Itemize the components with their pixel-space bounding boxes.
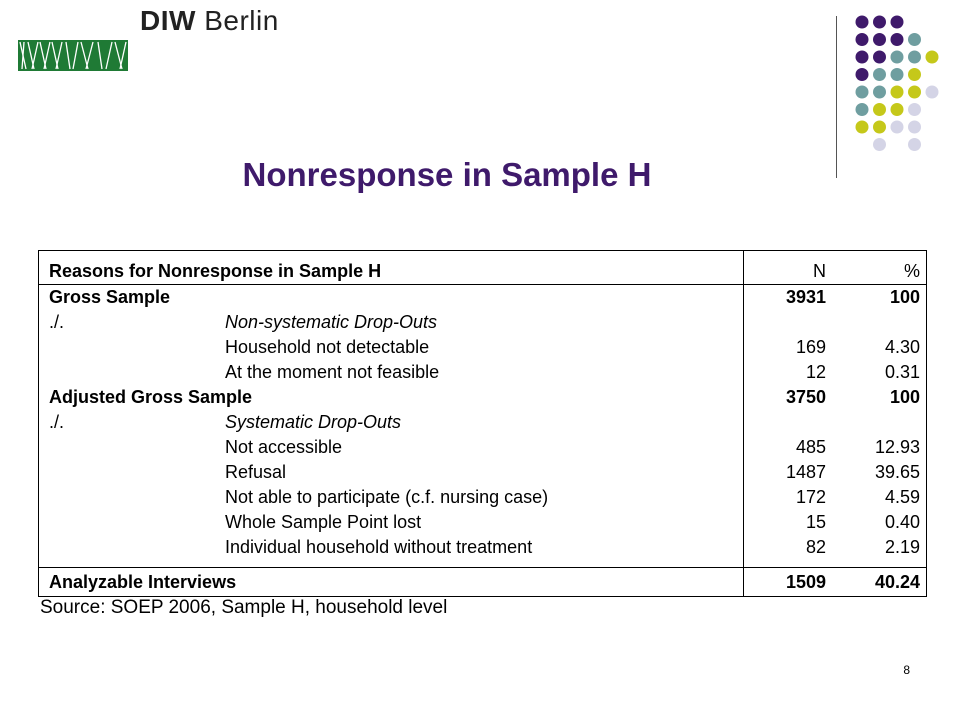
decorative-dot bbox=[891, 86, 904, 99]
footer-rule bbox=[39, 567, 926, 568]
decorative-dot bbox=[856, 86, 869, 99]
decorative-dot bbox=[873, 51, 886, 64]
page-number: 8 bbox=[903, 663, 910, 677]
row-n: 485 bbox=[795, 437, 826, 457]
decorative-dot bbox=[873, 86, 886, 99]
decorative-dot bbox=[891, 16, 904, 29]
header-pct: % bbox=[903, 261, 920, 281]
row-n: 172 bbox=[795, 487, 826, 507]
row-sublabel: Non-systematic Drop-Outs bbox=[225, 312, 438, 332]
row-n: 169 bbox=[795, 337, 826, 357]
decorative-dot bbox=[873, 103, 886, 116]
decorative-dot bbox=[856, 103, 869, 116]
decorative-dot bbox=[908, 103, 921, 116]
row-label: ./. bbox=[49, 412, 65, 432]
header-n: N bbox=[813, 261, 826, 281]
row-n: 3750 bbox=[785, 387, 826, 407]
footer-n: 1509 bbox=[785, 572, 826, 592]
row-n: 12 bbox=[805, 362, 826, 382]
decorative-dot bbox=[908, 33, 921, 46]
decorative-dot bbox=[891, 121, 904, 134]
footer-pct: 40.24 bbox=[874, 572, 920, 592]
decorative-dot bbox=[926, 86, 939, 99]
row-sublabel: Individual household without treatment bbox=[225, 537, 533, 557]
header-label: Reasons for Nonresponse in Sample H bbox=[49, 261, 382, 281]
table-row bbox=[39, 285, 926, 310]
row-pct: 100 bbox=[889, 287, 920, 307]
decorative-dot bbox=[873, 138, 886, 151]
decorative-dot bbox=[908, 68, 921, 81]
decorative-dot bbox=[856, 51, 869, 64]
row-sublabel: Refusal bbox=[225, 462, 287, 482]
row-sublabel: Not able to participate (c.f. nursing case) bbox=[225, 487, 549, 507]
decorative-dot bbox=[856, 121, 869, 134]
row-pct: 4.30 bbox=[884, 337, 920, 357]
row-pct: 0.40 bbox=[884, 512, 920, 532]
decorative-dot bbox=[908, 121, 921, 134]
table-row bbox=[39, 410, 926, 435]
decorative-dot bbox=[908, 138, 921, 151]
table-row bbox=[39, 535, 926, 560]
decorative-dot bbox=[856, 68, 869, 81]
row-label: ./. bbox=[49, 312, 65, 332]
table-row bbox=[39, 385, 926, 410]
page-title: Nonresponse in Sample H bbox=[242, 156, 652, 193]
table-header-row bbox=[39, 259, 926, 284]
row-sublabel: Systematic Drop-Outs bbox=[225, 412, 402, 432]
source-note: Source: SOEP 2006, Sample H, household level bbox=[40, 597, 448, 618]
row-n: 15 bbox=[805, 512, 826, 532]
row-sublabel: Whole Sample Point lost bbox=[225, 512, 422, 532]
decorative-dot-grid bbox=[0, 0, 960, 180]
table-row bbox=[39, 360, 926, 385]
decorative-dot bbox=[873, 16, 886, 29]
decorative-dot bbox=[926, 51, 939, 64]
decorative-dot bbox=[891, 33, 904, 46]
table-row bbox=[39, 460, 926, 485]
logo-bold-text: DIW bbox=[140, 5, 196, 36]
decorative-dot bbox=[891, 68, 904, 81]
table-row bbox=[39, 510, 926, 535]
table-row bbox=[39, 485, 926, 510]
table-row bbox=[39, 435, 926, 460]
decorative-dot bbox=[873, 121, 886, 134]
row-n: 3931 bbox=[785, 287, 826, 307]
row-pct: 4.59 bbox=[884, 487, 920, 507]
row-pct: 0.31 bbox=[884, 362, 920, 382]
decorative-dot bbox=[873, 33, 886, 46]
decorative-dot bbox=[856, 16, 869, 29]
row-pct: 39.65 bbox=[874, 462, 920, 482]
row-sublabel: At the moment not feasible bbox=[225, 362, 440, 382]
row-n: 82 bbox=[805, 537, 826, 557]
table-footer-row bbox=[39, 570, 926, 595]
row-pct: 12.93 bbox=[874, 437, 920, 457]
row-label: Gross Sample bbox=[49, 287, 171, 307]
decorative-dot bbox=[891, 51, 904, 64]
decorative-dot bbox=[891, 103, 904, 116]
row-sublabel: Household not detectable bbox=[225, 337, 430, 357]
nonresponse-table bbox=[38, 250, 927, 597]
row-pct: 2.19 bbox=[884, 537, 920, 557]
decorative-dot bbox=[908, 51, 921, 64]
row-label: Adjusted Gross Sample bbox=[49, 387, 253, 407]
row-sublabel: Not accessible bbox=[225, 437, 343, 457]
footer-label: Analyzable Interviews bbox=[49, 572, 237, 592]
decorative-dot bbox=[856, 33, 869, 46]
table-row bbox=[39, 335, 926, 360]
row-n: 1487 bbox=[785, 462, 826, 482]
table-row bbox=[39, 310, 926, 335]
decorative-dot bbox=[908, 86, 921, 99]
logo-light-text: Berlin bbox=[204, 5, 279, 36]
row-pct: 100 bbox=[889, 387, 920, 407]
decorative-dot bbox=[873, 68, 886, 81]
